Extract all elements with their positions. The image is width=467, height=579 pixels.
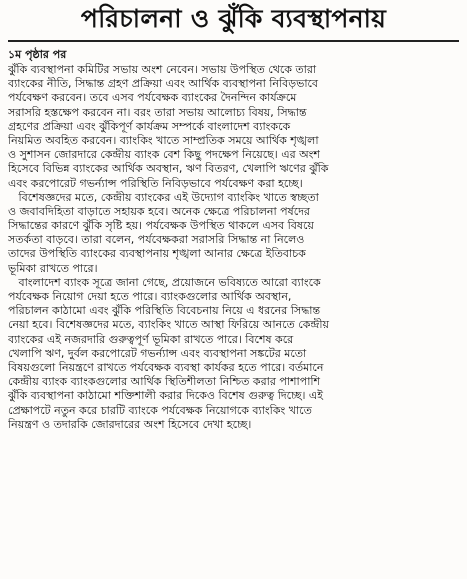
- headline: পরিচালনা ও ঝুঁকি ব্যবস্থাপনায়: [80, 4, 387, 33]
- text-line: ঝুঁকি ব্যবস্থাপনা কমিটির সভায় অংশ নেবেন। সভায় উপস্থিত থেকে তারা: [8, 63, 317, 76]
- article-body: [8, 63, 459, 432]
- article-paragraph: [8, 276, 459, 432]
- text-line: সতর্কতা বাড়বে। তারা বলেন, পর্যবেক্ষকরা সরাসরি সিদ্ধান্ত না নিলেও: [8, 233, 305, 247]
- text-line: নিয়মিত অবহিত করবেন। ব্যাংকিং খাতে সাম্প্রতিক সময়ে আর্থিক শৃঙ্খলা: [8, 133, 319, 147]
- text-line: হিসেবে বিভিন্ন ব্যাংকের আর্থিক অবস্থান, ঋণ বিতরণ, খেলাপি ঋণের ঝুঁকি: [8, 162, 329, 176]
- text-line: খেলাপি ঋণ, দুর্বল করপোরেট গভর্ন্যান্স এবং ব্যবস্থাপনা সঙ্কটের মতো: [8, 346, 307, 360]
- text-line: গ্রহণের প্রক্রিয়া এবং ঝুঁকিপূর্ণ কার্যক্রম সম্পর্কে বাংলাদেশ ব্যাংককে: [8, 119, 291, 133]
- text-line: বিশেষজ্ঞদের মতে, কেন্দ্রীয় ব্যাংকের এই উদ্যোগ ব্যাংকিং খাতে স্বচ্ছতা: [8, 190, 319, 204]
- continuation-label: ১ম পৃষ্ঠার পর: [8, 48, 67, 61]
- text-line: বিষয়গুলো নিয়ন্ত্রণে রাখতে পর্যবেক্ষক ব্যবস্থা কার্যকর হতে পারে। বর্তমানে: [8, 360, 324, 374]
- text-line: প্রেক্ষাপটে নতুন করে চারটি ব্যাংকে পর্যবেক্ষক নিয়োগকে ব্যাংকিং খাতে: [8, 403, 312, 417]
- text-line: পরিচালন কাঠামো এবং ঝুঁকি পরিস্থিতি বিবেচনায় নিয়ে এ ধরনের সিদ্ধান্ত: [8, 304, 321, 318]
- text-line: সিদ্ধান্তের কারণে ঝুঁকি সৃষ্টি হয়। পর্যবেক্ষক উপস্থিত থাকলে এসব বিষয়ে: [8, 219, 314, 233]
- text-line: ও জবাবদিহিতা বাড়াতে সহায়ক হবে। অনেক ক্ষেত্রে পরিচালনা পর্ষদের: [8, 204, 310, 218]
- text-line: ও সুশাসন জোরদারে কেন্দ্রীয় ব্যাংক বেশ কিছু পদক্ষেপ নিয়েছে। এর অংশ: [8, 148, 320, 162]
- text-line: বাংলাদেশ ব্যাংক সূত্রে জানা গেছে, প্রয়োজনে ভবিষ্যতে আরো ব্যাংকে: [8, 275, 321, 289]
- text-line: তাদের উপস্থিতি ব্যাংকের ব্যবস্থাপনায় শৃঙ্খলা আনার ক্ষেত্রে ইতিবাচক: [8, 247, 306, 261]
- article-paragraph: [8, 191, 459, 276]
- text-line: পর্যবেক্ষণ করবেন। তবে এসব পর্যবেক্ষক ব্যাংকের দৈনন্দিন কার্যক্রমে: [8, 91, 297, 105]
- text-line: পর্যবেক্ষক নিয়োগ দেয়া হতে পারে। ব্যাংকগুলোর আর্থিক অবস্থান,: [8, 290, 292, 303]
- text-line: সরাসরি হস্তক্ষেপ করবেন না। বরং তারা সভায় আলোচ্য বিষয়, সিদ্ধান্ত: [8, 105, 307, 119]
- text-line: ঝুঁকি ব্যবস্থাপনা কাঠামো শক্তিশালী করার দিকেও বিশেষ গুরুত্ব দিচ্ছে। এই: [8, 389, 324, 403]
- text-line: ব্যাংকের নীতি, সিদ্ধান্ত গ্রহণ প্রক্রিয়া এবং আর্থিক ব্যবস্থাপনা নিবিড়ভাবে: [8, 77, 319, 91]
- text-line: কেন্দ্রীয় ব্যাংক ব্যাংকগুলোর আর্থিক স্থিতিশীলতা নিশ্চিত করার পাশাপাশি: [8, 375, 321, 389]
- article-paragraph: [8, 63, 459, 191]
- text-line: ব্যাংকের এই নজরদারি গুরুত্বপূর্ণ ভূমিকা রাখতে পারে। বিশেষ করে: [8, 332, 294, 346]
- headline-divider: [8, 40, 459, 42]
- text-line: নেয়া হবে। বিশেষজ্ঞদের মতে, ব্যাংকিং খাতে আস্থা ফিরিয়ে আনতে কেন্দ্রীয়: [8, 318, 329, 332]
- text-line: ভূমিকা রাখতে পারে।: [8, 261, 98, 275]
- text-line: নিয়ন্ত্রণ ও তদারকি জোরদারের অংশ হিসেবে দেখা হচ্ছে।: [8, 417, 252, 431]
- text-line: এবং করপোরেট গভর্ন্যান্স পরিস্থিতি নিবিড়ভাবে পর্যবেক্ষণ করা হচ্ছে।: [8, 176, 303, 190]
